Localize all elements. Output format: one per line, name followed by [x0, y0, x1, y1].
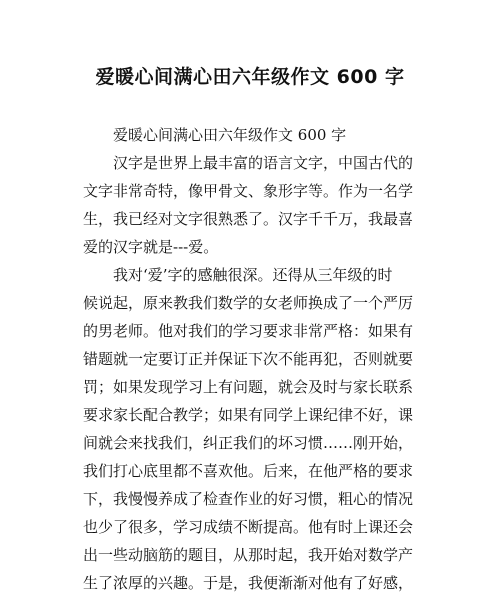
text-line: 爱的汉字就是---爱。	[83, 238, 219, 256]
text-line: 出一些动脑筋的题目，从那时起，我开始对数学产	[83, 546, 414, 564]
text-line: 生了浓厚的兴趣。于是，我便渐渐对他有了好感，	[83, 574, 414, 592]
text-line: 生，我已经对文字很熟悉了。汉字千千万，我最喜	[83, 210, 414, 228]
text-line: 要求家长配合教学；如果有同学上课纪律不好，课	[83, 406, 414, 424]
text-line: 我们打心底里都不喜欢他。后来，在他严格的要求	[83, 462, 414, 480]
document-title: 爱暖心间满心田六年级作文 600 字	[95, 66, 405, 88]
text-line: 错题就一定要订正并保证下次不能再犯，否则就要	[83, 350, 414, 368]
text-line: 文字非常奇特，像甲骨文、象形字等。作为一名学	[83, 182, 414, 200]
text-line: 汉字是世界上最丰富的语言文字，中国古代的	[113, 154, 414, 172]
document-body	[83, 121, 419, 597]
text-line: 也少了很多，学习成绩不断提高。他有时上课还会	[83, 518, 414, 536]
text-line: 的男老师。他对我们的学习要求非常严格：如果有	[83, 322, 414, 340]
text-line: 我对‘爱’字的感触很深。还得从三年级的时	[113, 266, 393, 284]
text-line: 间就会来找我们，纠正我们的坏习惯……刚开始，	[83, 434, 414, 452]
text-line: 罚；如果发现学习上有问题，就会及时与家长联系	[83, 378, 414, 396]
text-line: 爱暖心间满心田六年级作文 600 字	[113, 126, 347, 144]
text-line: 候说起，原来教我们数学的女老师换成了一个严厉	[83, 294, 414, 312]
text-line: 下，我慢慢养成了检查作业的好习惯，粗心的情况	[83, 490, 414, 508]
